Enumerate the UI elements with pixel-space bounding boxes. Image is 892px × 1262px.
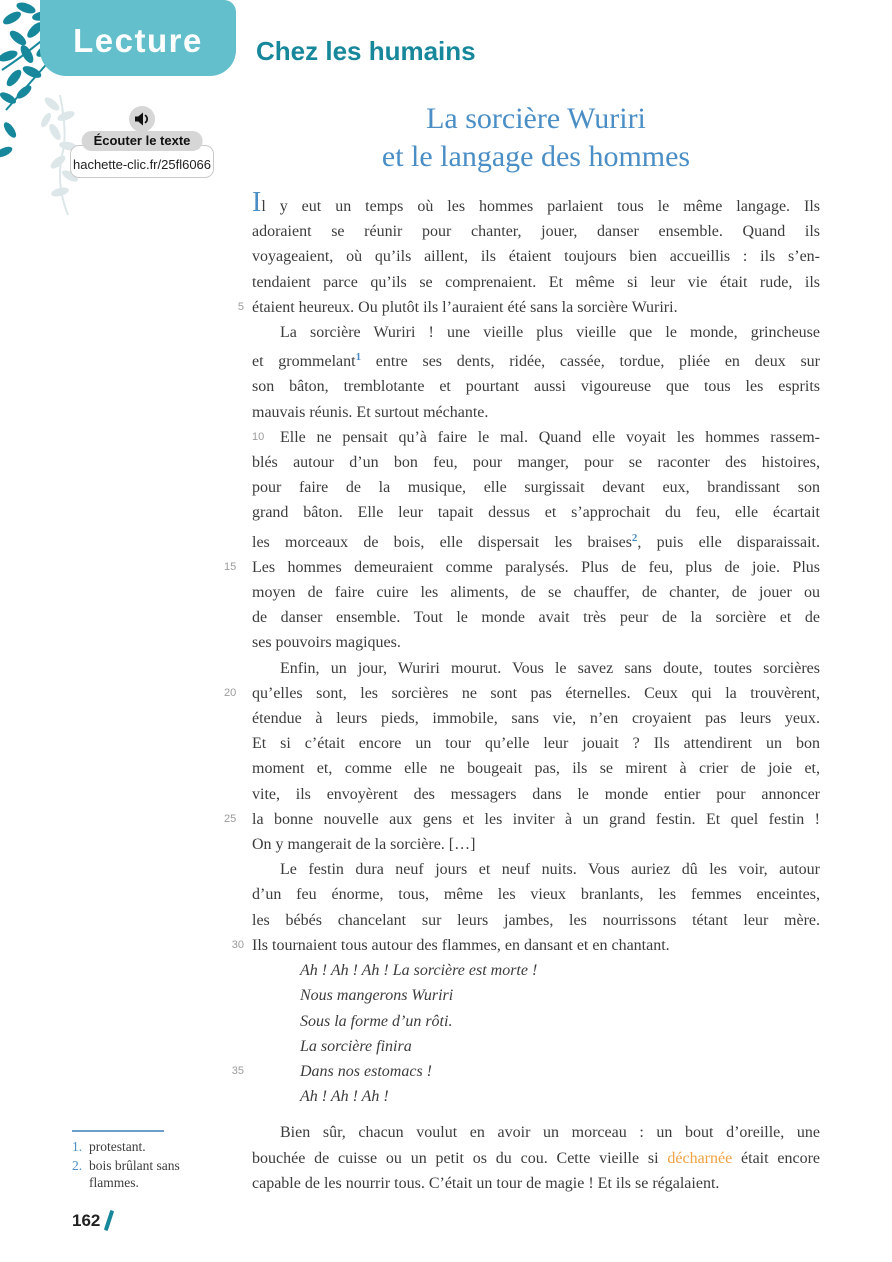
text-line: ses pouvoirs magiques. [252, 634, 401, 652]
speaker-icon [133, 111, 151, 127]
speaker-button[interactable] [129, 106, 155, 132]
text-line: Il y eut un temps où les hommes parlaient tous le même langage. Ils [252, 187, 820, 218]
text-line: Ah ! Ah ! Ah ! [300, 1088, 389, 1106]
paragraph [237, 187, 820, 320]
line-number: 10 [252, 430, 265, 443]
text-line: La sorcière Wuriri ! une vieille plus vieille que le monde, grincheuse [280, 324, 820, 342]
page-number: 162 [72, 1210, 101, 1230]
footnote-ref: 1 [355, 351, 362, 364]
drop-initial: I [252, 187, 262, 218]
listen-url: hachette-clic.fr/25fl6066 [70, 145, 214, 178]
footnote-text: bois brûlant sans flammes. [89, 1158, 180, 1190]
paragraph [224, 425, 820, 656]
text-line: moyen de faire cuire les aliments, de se chauffer, de chanter, de jouer ou [252, 584, 820, 602]
text-line: On y mangerait de la sorcière. […] [252, 836, 476, 854]
line-number: 25 [224, 812, 237, 825]
text-line: bouchée de cuisse ou un petit os du cou. Cette vieille si décharnée était encore [252, 1149, 821, 1167]
text-line: blés autour d’un bon feu, pour manger, pour se raconter des histoires, [252, 454, 820, 472]
text-line: Enfin, un jour, Wuriri mourut. Vous le savez sans doute, toutes sorcières [280, 659, 820, 677]
text-line: mauvais réunis. Et surtout méchante. [252, 403, 489, 421]
text-line: vite, ils envoyèrent des messagers dans le monde entier pour annoncer [252, 785, 820, 803]
footnote-number: 2. [72, 1158, 83, 1173]
text-line: grand bâton. Elle leur tapait dessus et s’approchait du feu, elle écartait [252, 504, 820, 522]
text-line: pour faire de la musique, elle surgissait devant eux, brandissant son [252, 479, 820, 497]
paragraph [231, 958, 820, 1109]
lecture-badge [40, 0, 236, 76]
footnotes [72, 1130, 222, 1193]
text-line: tendaient parce qu’ils se comprenaient. Et même si leur vie était rude, ils [252, 273, 820, 291]
footnote-text: protestant. [89, 1139, 146, 1154]
footnote-ref: 2 [631, 531, 638, 544]
text-line: adoraient se réunir pour chanter, jouer, danser ensemble. Quand ils [252, 223, 820, 241]
text-line: 10 Elle ne pensait qu’à faire le mal. Quand elle voyait les hommes rassem- [252, 425, 820, 450]
line-number: 35 [231, 1064, 244, 1077]
text-line: 20 qu’elles sont, les sorcières ne sont pas éternelles. Ceux qui la trouvèrent, [252, 681, 820, 706]
text-line: Sous la forme d’un rôti. [300, 1012, 453, 1030]
text-line: Le festin dura neuf jours et neuf nuits. Vous auriez dû les voir, autour [280, 861, 820, 879]
line-number: 15 [224, 560, 237, 573]
text-line: 25 la bonne nouvelle aux gens et les inviter à un grand festin. Et quel festin ! [252, 807, 820, 832]
footnote-item [72, 1157, 222, 1191]
text-line: 35 Dans nos estomacs ! [252, 1059, 820, 1084]
paragraph [224, 656, 820, 858]
lecture-badge-label: Lecture [73, 22, 203, 59]
text-line: Bien sûr, chacun voulut en avoir un morceau : un bout d’oreille, une [280, 1124, 820, 1142]
footnote-rule [72, 1130, 164, 1132]
page-title [252, 100, 820, 176]
text-line: Ah ! Ah ! Ah ! La sorcière est morte ! [300, 962, 538, 980]
text-line: voyageaient, où qu’ils aillent, ils étaient toujours bien accueillis : ils s’en- [252, 248, 820, 266]
page-number-slash [104, 1210, 114, 1231]
section-title: Chez les humains [256, 36, 476, 66]
line-number: 5 [237, 300, 244, 313]
paragraph [252, 320, 820, 425]
text-line: les morceaux de bois, elle dispersait les braises$^2$, puis elle disparaissait. [252, 531, 820, 551]
text-line: La sorcière finira [300, 1037, 412, 1055]
text-line: capable de les nourrir tous. C’était un tour de magie ! Et ils se régalaient. [252, 1174, 720, 1192]
text-line: étendue à leurs pieds, immobile, sans vie, n’en croyaient pas leurs yeux. [252, 710, 820, 728]
page-footer [72, 1210, 111, 1231]
text-line: son bâton, tremblotante et pourtant aussi vigoureuse que tous les esprits [252, 378, 820, 396]
paragraph [231, 857, 820, 958]
text-line: les bébés chancelant sur leurs jambes, les nourrissons tétant leur mère. [252, 911, 820, 929]
text-line: d’un feu énorme, tous, même les vieux branlants, les femmes enceintes, [252, 886, 820, 904]
text-line: 5 étaient heureux. Ou plutôt ils l’auraient été sans la sorcière Wuriri. [252, 295, 820, 320]
text-line: de danser ensemble. Tout le monde avait très peur de la sorcière et de [252, 609, 820, 627]
listen-button[interactable]: Écouter le texte [82, 131, 203, 151]
page-title-line1: La sorcière Wuriri [426, 102, 646, 135]
footnote-number: 1. [72, 1139, 83, 1154]
text-line: moment et, comme elle ne bougeait pas, ils se mirent à crier de joie et, [252, 760, 820, 778]
text-line: Nous mangerons Wuriri [300, 987, 454, 1005]
reading-text [224, 187, 821, 1196]
line-number: 30 [231, 938, 244, 951]
text-line: et grommelant$^1$ entre ses dents, ridée, cassée, tordue, pliée en deux sur [252, 351, 821, 371]
text-line: 15 Les hommes demeuraient comme paralysés. Plus de feu, plus de joie. Plus [252, 555, 820, 580]
footnote-item [72, 1138, 222, 1155]
text-line: 30 Ils tournaient tous autour des flammes, en dansant et en chantant. [252, 933, 820, 958]
page-title-line2: et le langage des hommes [381, 140, 691, 173]
paragraph [252, 1120, 820, 1196]
text-line: Et si c’était encore un tour qu’elle leur jouait ? Ils attendirent un bon [252, 735, 820, 753]
highlighted-word: décharnée [667, 1149, 733, 1167]
line-number: 20 [224, 686, 237, 699]
